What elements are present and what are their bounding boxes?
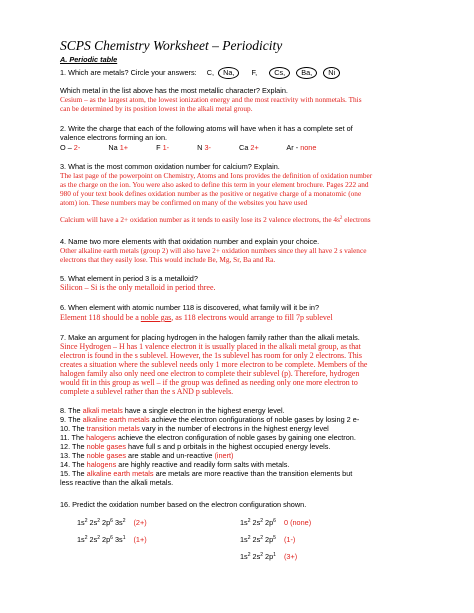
cfg2-b: 2s [250,518,261,527]
q9-pre: 9. The [60,415,83,424]
cfg5-b-sup: 2 [260,552,264,558]
cfg1-d: 3s [112,518,123,527]
q9-answer: alkaline earth metals [82,415,150,424]
q3-answer-line2: as the charge on the ion. You were also asked to define this term in your element brochure. Pages 222 and [60,180,369,189]
ion-na-charge: 1+ [119,143,129,152]
ion-ar-charge: none [300,143,317,152]
cfg3-d-sup: 1 [122,535,126,541]
q7-answer-line4: halogen family also only need one electron to complete their sublevel (p). Therefore, hydrogen [60,369,360,378]
q8-pre: 8. The [60,406,83,415]
q13-line [60,451,234,460]
q4-question: 4. Name two more elements with that oxidation number and explain your choice. [60,237,320,246]
cfg4-a: 1s [240,535,248,544]
q1-option-cs-circled: Cs, [269,67,290,79]
cfg1-answer: (2+) [133,518,147,527]
q16-config-2 [240,518,311,527]
q1-option-na-circled: Na, [218,67,239,79]
q7-answer-line2: electron is found in the s sublevel. However, the 1s sublevel has room for only 2 electrons. This [60,351,362,360]
cfg1-a-sup: 2 [84,518,88,524]
q13-pre: 13. The [60,451,87,460]
q5-answer: Silicon – Si is the only metalloid in period three. [60,283,216,292]
q1b-question: Which metal in the list above has the most metallic character? Explain. [60,86,288,95]
ion-o-charge: 2- [73,143,81,152]
cfg3-answer: (1+) [133,535,147,544]
q11-post: achieve the electron configuration of noble gases by gaining one electron. [115,433,356,442]
cfg5-b: 2s [250,552,261,561]
cfg3-a: 1s [77,535,85,544]
cfg5-a: 1s [240,552,248,561]
q14-line [60,460,289,469]
cfg3-b-sup: 2 [97,535,101,541]
q1-option-ba-circled: Ba, [296,67,317,79]
ion-n-charge: 3- [204,143,211,152]
q13-answer-inert: (inert) [214,451,234,460]
cfg4-a-sup: 2 [247,535,251,541]
cfg1-b: 2s [87,518,98,527]
cfg1-b-sup: 2 [97,518,101,524]
q1-option-ni-circled: Ni [323,67,340,79]
q3-calcium-answer-end: electrons [342,215,371,224]
q12-pre: 12. The [60,442,87,451]
ion-ca: Ca [239,143,249,152]
ion-na: Na [108,143,118,152]
section-heading: A. Periodic table [60,55,118,64]
q6-answer-pre: Element 118 should be a [60,313,141,322]
q3-answer-line5 [60,215,371,224]
worksheet-title: SCPS Chemistry Worksheet – Periodicity [60,38,283,53]
q7-question: 7. Make an argument for placing hydrogen in the halogen family rather than the alkali metals. [60,333,360,342]
q1b-answer-line2: can be determined by its position lowest in the alkali metal group. [60,104,253,113]
ion-f-charge: 1- [162,143,170,152]
q12-line [60,442,330,451]
q14-post: are highly reactive and readily form salts with metals. [116,460,290,469]
q1-option-c: C, [206,68,215,77]
q10-answer: transition metals [86,424,140,433]
q11-pre: 11. The [60,433,87,442]
cfg1-c-sup: 6 [110,518,113,524]
q11-line [60,433,356,442]
q4-answer-line2: electrons that they easily lose. This would include Be, Mg, Sr, Ba and Ra. [60,255,276,264]
q14-answer: halogens [86,460,117,469]
q8-line [60,406,285,415]
q13-post: are stable and un-reactive [126,451,215,460]
cfg4-b: 2s [250,535,261,544]
q15-line [60,469,352,478]
q7-answer-line3: creates a situation where the sublevel needs only 1 more electron to be complete. Members of the [60,360,368,369]
q16-config-1 [77,518,147,527]
q16-config-3 [77,535,147,544]
ion-n: N [197,143,203,152]
cfg1-d-sup: 2 [122,518,126,524]
ion-o: O – [60,143,72,152]
q7-answer-line6: complete a sublevel rather than the s AND p sublevels. [60,387,234,396]
q9-line [60,415,359,424]
cfg1-c: 2p [100,518,111,527]
q1-text: 1. Which are metals? Circle your answers: [60,68,197,77]
q2-line1: 2. Write the charge that each of the following atoms will have when it has a complete set of [60,124,353,133]
cfg2-b-sup: 2 [260,518,264,524]
cfg3-a-sup: 2 [84,535,88,541]
cfg3-b: 2s [87,535,98,544]
q8-post: have a single electron in the highest energy level. [122,406,285,415]
q3-answer-line4: atom) ion. These numbers may be confirmed on many of the websites you have used [60,198,308,207]
cfg3-c: 2p [100,535,111,544]
q15-pre: 15. The [60,469,87,478]
q3-answer-line1: The last page of the powerpoint on Chemistry, Atoms and Ions provides the definition of oxidation number [60,171,373,180]
q2-line2: valence electrons forming an ion. [60,133,168,142]
q16-question: 16. Predict the oxidation number based on the electron configuration shown. [60,500,307,509]
q13-answer: noble gases [86,451,126,460]
q5-question: 5. What element in period 3 is a metalloid? [60,274,198,283]
q15-answer: alkaline earth metals [86,469,154,478]
cfg2-a-sup: 2 [247,518,251,524]
q8-answer: alkali metals [82,406,123,415]
q3-question: 3. What is the most common oxidation number for calcium? Explain. [60,162,280,171]
cfg4-c-sup: 5 [273,535,276,541]
q16-config-5 [240,552,297,561]
ion-f: F [156,143,161,152]
q10-line [60,424,329,433]
cfg3-d: 3s [112,535,123,544]
cfg1-a: 1s [77,518,85,527]
q11-answer: halogens [86,433,116,442]
q16-config-4 [240,535,295,544]
q9-post: achieve the electron configurations of noble gases by losing 2 e- [149,415,360,424]
q7-answer-line5: would fit in this group as well – if the group was defined as needing only one more electron to [60,378,358,387]
q3-calcium-answer: Calcium will have a 2+ oxidation number as it tends to easily lose its 2 valence electrons, the 4s [60,215,340,224]
q3-sup: 2 [339,216,343,221]
cfg4-answer: (1-) [283,535,296,544]
q6-answer [60,313,333,322]
q15-line2: less reactive than the alkali metals. [60,478,174,487]
q7-answer-line1: Since Hydrogen – H has 1 valence electron it is usually placed in the alkali metal group, as that [60,342,361,351]
cfg2-answer: 0 (none) [283,518,312,527]
ion-ar: Ar - [286,143,299,152]
q6-answer-noble-gas: noble gas [140,313,172,322]
q1b-answer-line1: Cesium – as the largest atom, the lowest ionization energy and the most reactivity with nonmetals. This [60,95,362,104]
q12-answer: noble gases [86,442,126,451]
cfg2-c-sup: 6 [273,518,276,524]
q10-pre: 10. The [60,424,87,433]
q6-question: 6. When element with atomic number 118 is discovered, what family will it be in? [60,303,320,312]
q15-post: are metals are more reactive than the transition elements but [153,469,353,478]
q2-ions-row [60,143,316,152]
cfg5-c-sup: 1 [273,552,276,558]
cfg5-answer: (3+) [283,552,298,561]
q3-answer-line3: 980 of your text book defines oxidation number as the positive or negative charge of a monatomic (one [60,189,362,198]
cfg5-a-sup: 2 [247,552,251,558]
q1-line [60,67,342,79]
cfg2-a: 1s [240,518,248,527]
q1-option-f: F, [251,68,258,77]
q14-pre: 14. The [60,460,87,469]
q12-post: have full s and p orbitals in the highest occupied energy levels. [126,442,331,451]
q6-answer-post: , as 118 electrons would arrange to fill 7p sublevel [171,313,333,322]
q10-post: vary in the number of electrons in the highest energy level [139,424,329,433]
ion-ca-charge: 2+ [250,143,259,152]
q4-answer-line1: Other alkaline earth metals (group 2) will also have 2+ oxidation numbers since they all have 2 s valence [60,246,367,255]
cfg4-b-sup: 2 [260,535,264,541]
cfg5-c: 2p [263,552,274,561]
cfg2-c: 2p [263,518,274,527]
cfg4-c: 2p [263,535,274,544]
cfg3-c-sup: 6 [110,535,113,541]
